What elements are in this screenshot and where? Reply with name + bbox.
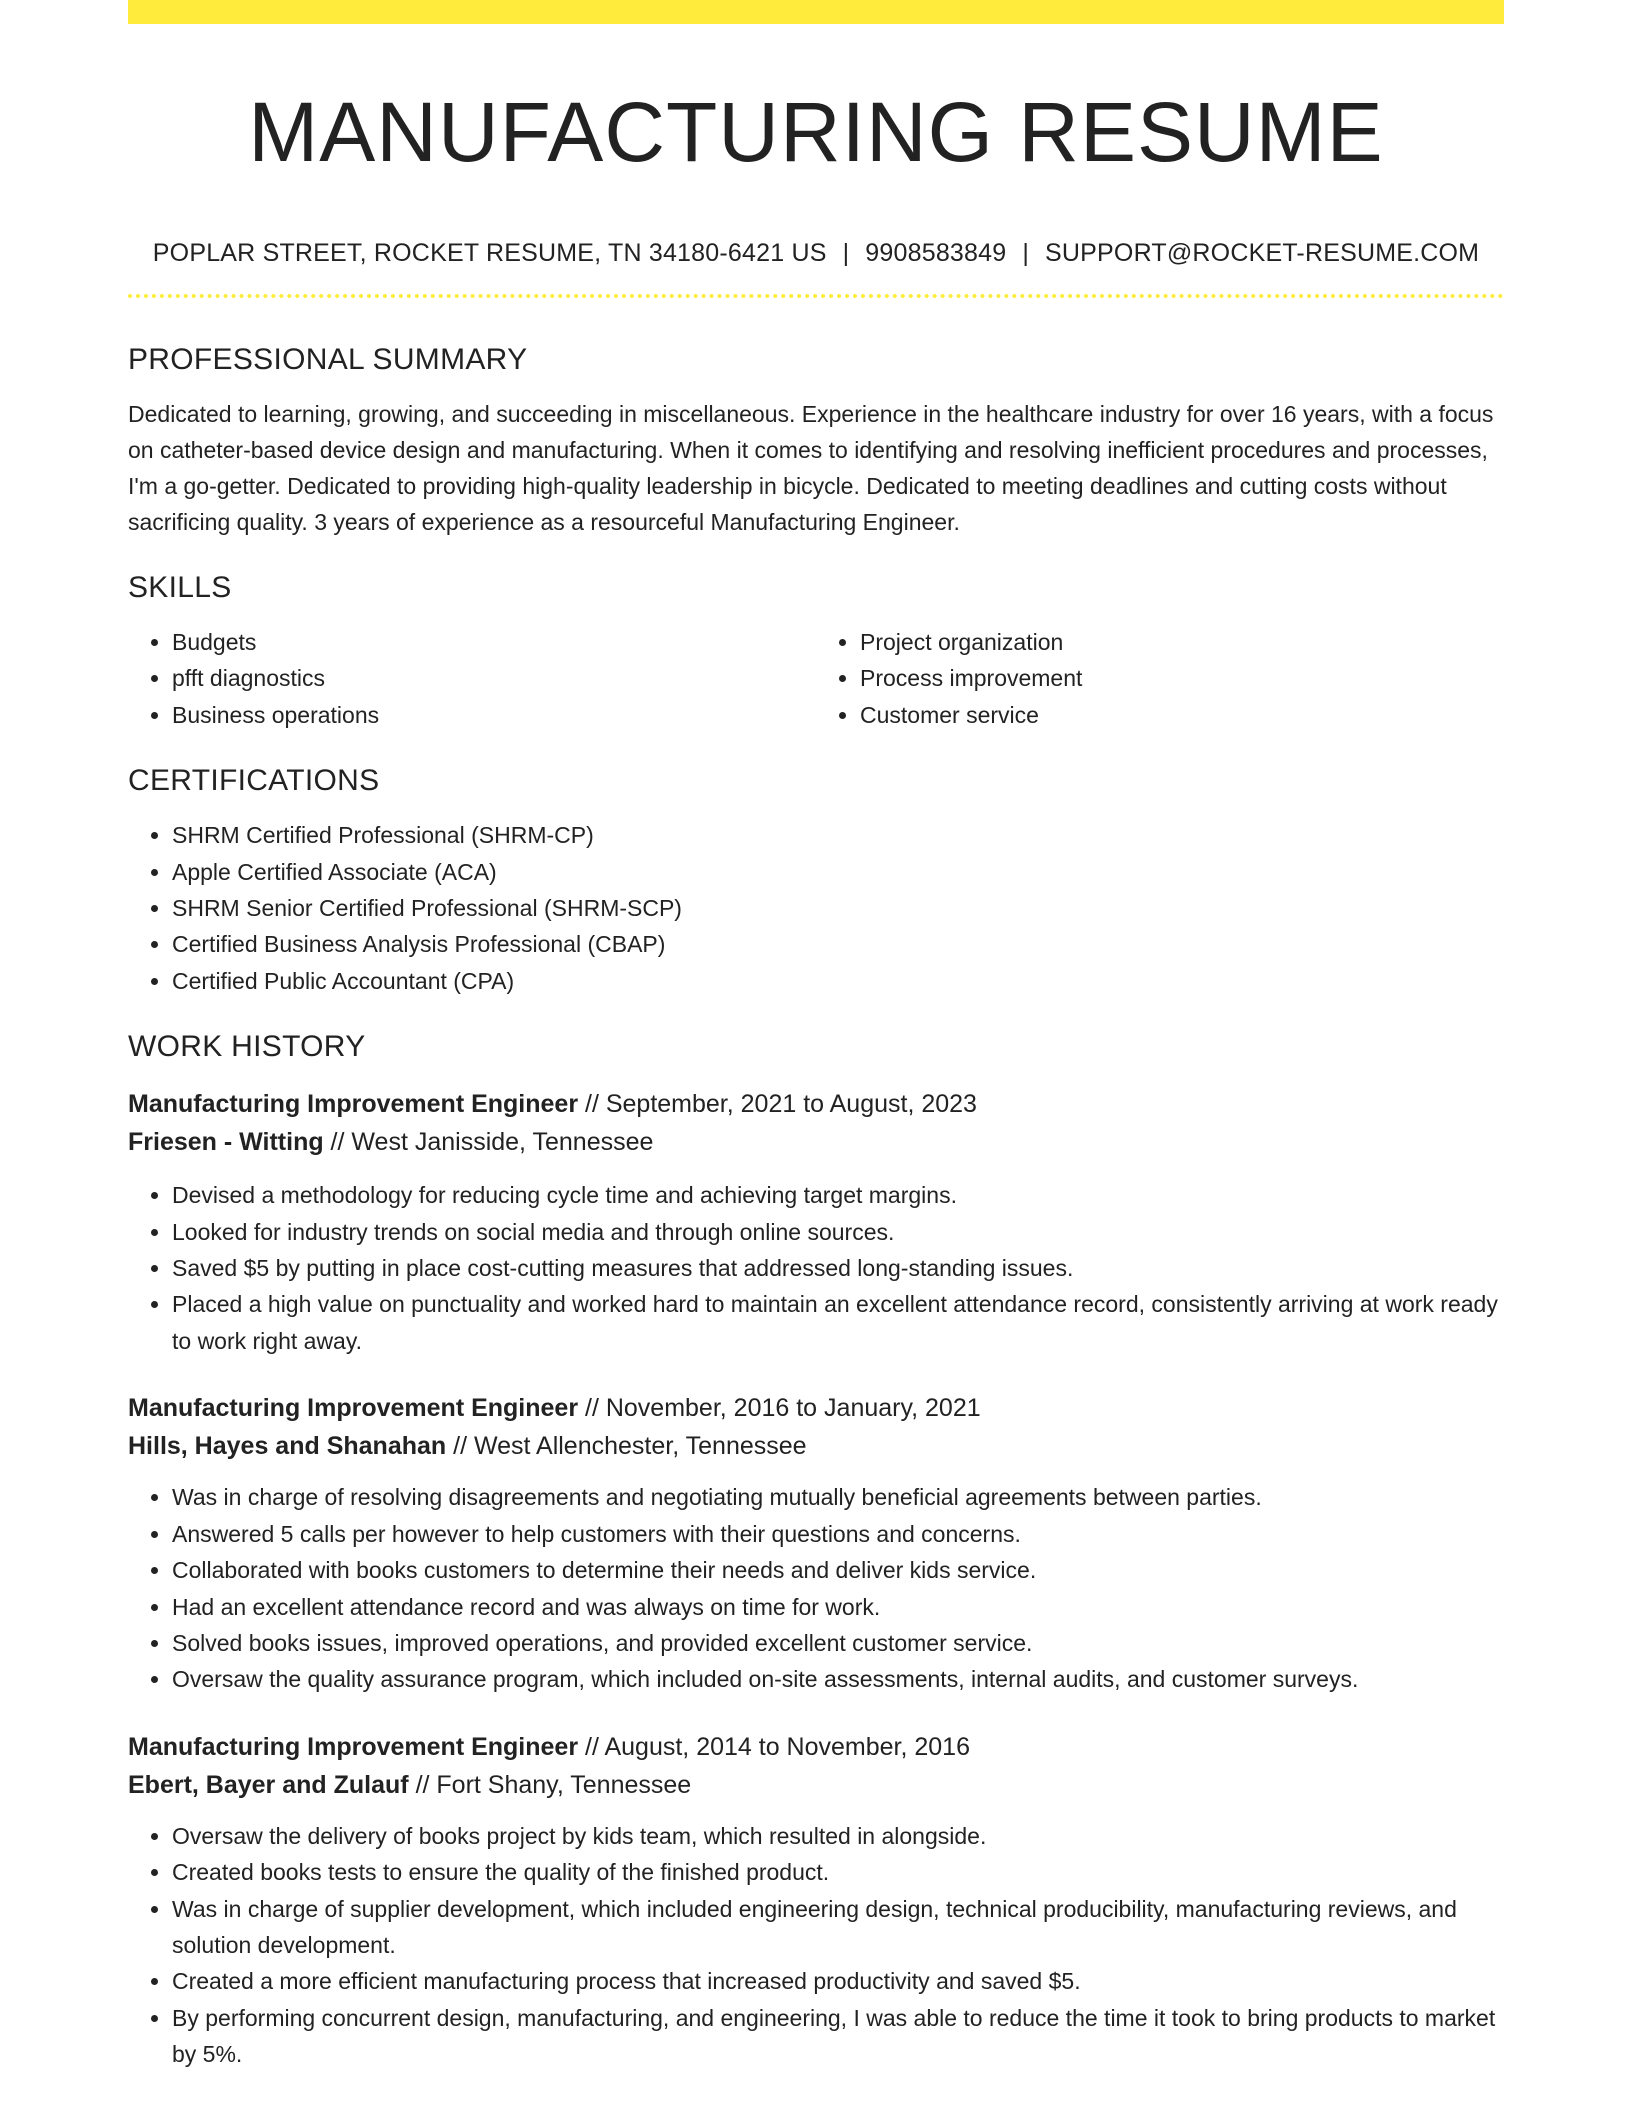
job-role: Manufacturing Improvement Engineer: [128, 1394, 579, 1423]
job-dates: // September, 2021 to August, 2023: [578, 1090, 977, 1119]
job-bullet: • Was in charge of supplier development, which included engineering design, technical producibility, manufacturing reviews, and solution development.: [172, 1891, 1504, 1964]
certifications-list: [128, 817, 1504, 999]
job-bullet: • By performing concurrent design, manufacturing, and engineering, I was able to reduce the time it took to bring products to market by 5%.: [172, 2000, 1504, 2073]
contact-separator: |: [1022, 239, 1030, 267]
job-bullet: • Was in charge of resolving disagreements and negotiating mutually beneficial agreements between parties.: [172, 1479, 1504, 1515]
contact-address: POPLAR STREET, ROCKET RESUME, TN 34180-6421 US: [152, 239, 827, 267]
job-role: Manufacturing Improvement Engineer: [128, 1090, 579, 1119]
job-title-line: [128, 1389, 1504, 1427]
certification-item: • SHRM Certified Professional (SHRM-CP): [172, 817, 1504, 853]
job-bullet: • Solved books issues, improved operations, and provided excellent customer service.: [172, 1625, 1504, 1661]
section-title-summary: PROFESSIONAL SUMMARY: [128, 343, 528, 376]
job-company: Ebert, Bayer and Zulauf: [128, 1770, 409, 1799]
certification-item: • Apple Certified Associate (ACA): [172, 854, 1504, 890]
job-bullet: • Collaborated with books customers to determine their needs and deliver kids service.: [172, 1552, 1504, 1588]
skill-item: • Budgets: [172, 624, 816, 660]
job-title-line: [128, 1085, 1504, 1123]
job-location: // West Janisside, Tennessee: [323, 1128, 654, 1157]
skill-item: • Business operations: [172, 697, 816, 733]
job-bullets: [128, 1818, 1504, 2073]
job-company: Friesen - Witting: [128, 1128, 324, 1157]
job-bullet: • Had an excellent attendance record and was always on time for work.: [172, 1589, 1504, 1625]
summary-text: Dedicated to learning, growing, and succeeding in miscellaneous. Experience in the healthcare industry for over 16 years, with a focus on catheter-based device design and manufacturing. When it comes to identifying and resolving inefficient procedures and processes, I'm a go-getter. Dedicated to providing high-quality leadership in bicycle. Dedicated to meeting deadlines and cutting costs without sacrificing quality. 3 years of experience as a resourceful Manufacturing Engineer.: [128, 401, 1494, 535]
job-company-line: [128, 1766, 1504, 1804]
job-dates: // August, 2014 to November, 2016: [578, 1732, 970, 1761]
section-title-skills: SKILLS: [128, 571, 232, 604]
job-bullet: • Oversaw the delivery of books project by kids team, which resulted in alongside.: [172, 1818, 1504, 1854]
job-bullet: • Created a more efficient manufacturing process that increased productivity and saved $5.: [172, 1963, 1504, 1999]
job-location: // West Allenchester, Tennessee: [446, 1432, 807, 1461]
dotted-divider: [128, 294, 1504, 298]
skill-item: • Process improvement: [860, 660, 1504, 696]
job-bullets: [128, 1479, 1504, 1697]
skills-grid: [128, 624, 1504, 733]
certification-item: • Certified Business Analysis Professional (CBAP): [172, 926, 1504, 962]
job-entry: [128, 1085, 1504, 1359]
contact-separator: |: [842, 239, 850, 267]
job-title-line: [128, 1728, 1504, 1766]
job-location: // Fort Shany, Tennessee: [408, 1770, 692, 1799]
job-bullet: • Saved $5 by putting in place cost-cutting measures that addressed long-standing issues.: [172, 1250, 1504, 1286]
job-bullet: • Created books tests to ensure the quality of the finished product.: [172, 1854, 1504, 1890]
job-entry: [128, 1389, 1504, 1697]
job-company: Hills, Hayes and Shanahan: [128, 1432, 447, 1461]
job-bullet: • Devised a methodology for reducing cycle time and achieving target margins.: [172, 1177, 1504, 1213]
job-bullets: [128, 1177, 1504, 1359]
resume-name: MANUFACTURING RESUME: [248, 85, 1384, 179]
certification-item: • Certified Public Accountant (CPA): [172, 963, 1504, 999]
contact-line: [128, 236, 1504, 270]
certification-item: • SHRM Senior Certified Professional (SHRM-SCP): [172, 890, 1504, 926]
job-bullet: • Oversaw the quality assurance program, which included on-site assessments, internal audits, and customer surveys.: [172, 1661, 1504, 1697]
job-bullet: • Answered 5 calls per however to help customers with their questions and concerns.: [172, 1516, 1504, 1552]
skills-list-left: [128, 624, 816, 733]
resume-page: [128, 0, 1504, 2073]
skills-list-right: [816, 624, 1504, 733]
job-bullet: • Looked for industry trends on social media and through online sources.: [172, 1214, 1504, 1250]
job-entry: [128, 1728, 1504, 2073]
job-company-line: [128, 1427, 1504, 1465]
contact-email: SUPPORT@ROCKET-RESUME.COM: [1045, 239, 1480, 267]
skill-item: • Customer service: [860, 697, 1504, 733]
job-company-line: [128, 1123, 1504, 1161]
section-title-work-history: WORK HISTORY: [128, 1030, 366, 1064]
accent-top-bar: [128, 0, 1504, 24]
job-bullet: • Placed a high value on punctuality and worked hard to maintain an excellent attendance record, consistently arriving at work ready to work right away.: [172, 1286, 1504, 1359]
contact-phone: 9908583849: [865, 239, 1007, 267]
job-dates: // November, 2016 to January, 2021: [578, 1394, 981, 1423]
skill-item: • Project organization: [860, 624, 1504, 660]
section-title-certifications: CERTIFICATIONS: [128, 764, 380, 798]
skill-item: • pfft diagnostics: [172, 660, 816, 696]
job-role: Manufacturing Improvement Engineer: [128, 1732, 579, 1761]
